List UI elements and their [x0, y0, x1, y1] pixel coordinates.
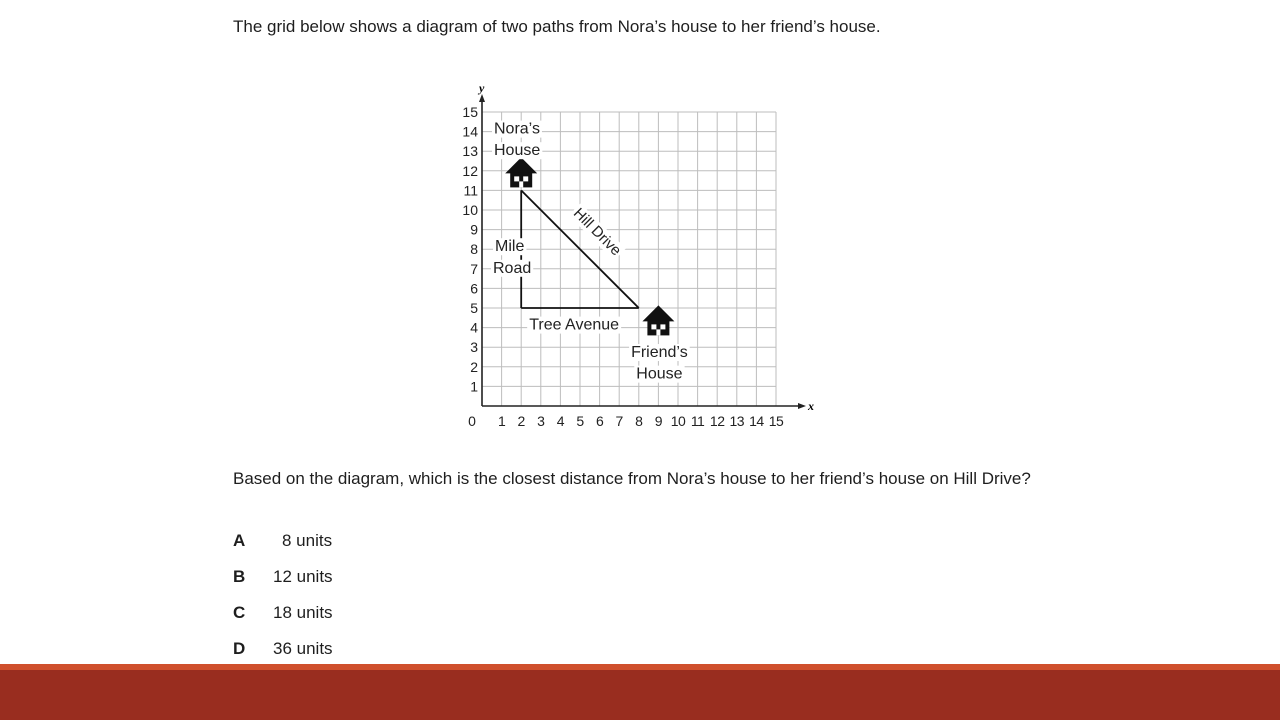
y-tick-label: 3 [470, 339, 478, 356]
origin-label: 0 [468, 413, 476, 429]
x-tick-label: 14 [749, 413, 764, 429]
x-tick-label: 3 [537, 413, 545, 429]
x-axis-arrow [798, 403, 806, 409]
y-tick-label: 11 [463, 182, 478, 199]
x-tick-label: 1 [497, 413, 506, 429]
x-tick-label: 9 [654, 413, 663, 429]
x-tick-label: 11 [690, 413, 705, 429]
coordinate-grid-diagram [460, 74, 820, 439]
y-tick-label: 12 [462, 162, 478, 179]
x-tick-label: 12 [709, 413, 725, 429]
friends-house-label: Friend’s [631, 344, 688, 362]
house-icon [505, 157, 537, 187]
tree-avenue-label: Tree Avenue [529, 316, 620, 334]
x-tick-label: 13 [729, 413, 745, 429]
choice-letter: A [233, 531, 246, 550]
choice-text: 36 units [273, 639, 333, 658]
y-tick-label: 2 [470, 358, 478, 375]
x-axis-label: x [808, 399, 814, 413]
y-tick-label: 6 [470, 280, 478, 297]
y-tick-label: 4 [470, 319, 478, 336]
y-axis-arrow [479, 94, 485, 102]
choice-letter: D [233, 639, 246, 658]
mile-road-label: Mile [495, 238, 525, 256]
footer-bar [0, 664, 1280, 720]
x-tick-label: 7 [615, 413, 623, 429]
noras-house-label: House [494, 142, 541, 160]
x-tick-label: 15 [768, 413, 784, 429]
x-tick-label: 6 [595, 413, 604, 429]
y-tick-label: 8 [470, 241, 478, 258]
y-tick-label: 15 [462, 104, 478, 120]
choice-text: 8 units [282, 531, 333, 550]
x-tick-label: 5 [576, 413, 584, 429]
y-tick-label: 14 [462, 123, 478, 140]
x-tick-label: 8 [635, 413, 643, 429]
choice-letter: C [233, 603, 246, 622]
x-tick-label: 4 [556, 413, 565, 429]
choice-text: 12 units [273, 567, 333, 586]
y-tick-label: 9 [470, 221, 478, 238]
choice-letter: B [233, 567, 246, 586]
friends-house-label: House [636, 365, 683, 383]
mile-road-label: Road [493, 259, 532, 277]
x-tick-label: 2 [517, 413, 525, 429]
hill-drive-label: Hill Drive [569, 204, 625, 260]
y-tick-label: 5 [470, 300, 478, 316]
x-tick-label: 10 [670, 413, 686, 429]
y-tick-label: 1 [470, 378, 478, 395]
y-tick-label: 13 [462, 143, 478, 160]
y-axis-label: y [479, 81, 485, 95]
y-tick-label: 7 [470, 260, 478, 277]
question-prompt: Based on the diagram, which is the closest distance from Nora’s house to her friend’s house on Hill Drive? [233, 469, 1031, 488]
question-intro: The grid below shows a diagram of two paths from Nora’s house to her friend’s house. [233, 17, 881, 36]
noras-house-label: Nora’s [494, 120, 540, 138]
y-tick-label: 10 [462, 202, 478, 218]
choice-text: 18 units [273, 603, 333, 622]
house-icon [642, 305, 674, 335]
